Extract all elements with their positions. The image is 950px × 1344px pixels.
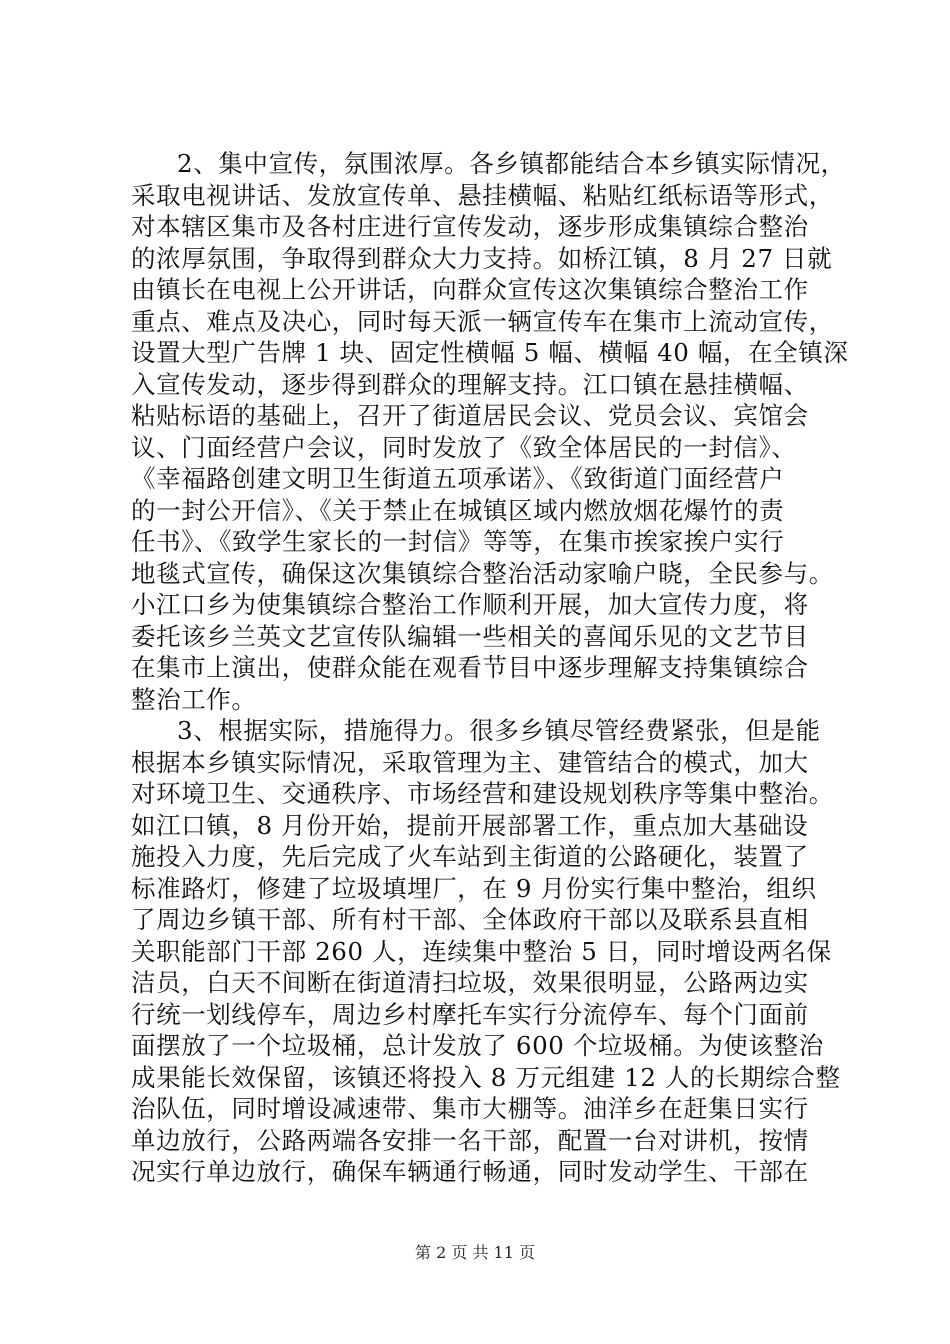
paragraph-3-line: 对环境卫生、交通秩序、市场经营和建设规划秩序等集中整治。: [131, 779, 834, 808]
paragraph-2-line: 任书》、《致学生家长的一封信》等等，在集市挨家挨户实行: [131, 527, 785, 556]
paragraph-2-line: 粘贴标语的基础上，召开了街道居民会议、党员会议、宾馆会: [131, 401, 809, 430]
paragraph-3-line: 施投入力度，先后完成了火车站到主街道的公路硬化，装置了: [131, 842, 809, 871]
body-text: [131, 148, 849, 1188]
paragraph-2-line: 议、门面经营户会议，同时发放了《致全体居民的一封信》、: [131, 432, 797, 462]
paragraph-3-line: 如江口镇，8 月份开始，提前开展部署工作，重点加大基础设: [131, 810, 809, 840]
paragraph-3-line: 根据本乡镇实际情况，采取管理为主、建管结合的模式，加大: [131, 747, 809, 777]
paragraph-2-line: 设置大型广告牌 1 块、固定性横幅 5 幅、横幅 40 幅，在全镇深: [131, 338, 849, 367]
paragraph-2-line: 采取电视讲话、发放宣传单、悬挂横幅、粘贴红纸标语等形式，: [131, 180, 834, 210]
paragraph-3-line: 行统一划线停车，周边乡村摩托车实行分流停车、每个门面前: [131, 999, 809, 1029]
paragraph-2-line: 在集市上演出，使群众能在观看节目中逐步理解支持集镇综合: [131, 653, 809, 682]
paragraph-2-line: 委托该乡兰英文艺宣传队编辑一些相关的喜闻乐见的文艺节目: [131, 621, 809, 651]
page-footer: [0, 1243, 950, 1263]
paragraph-3-line: 成果能长效保留，该镇还将投入 8 万元组建 12 人的长期综合整: [131, 1062, 841, 1092]
paragraph-3-line: 治队伍，同时增设减速带、集市大棚等。油洋乡在赶集日实行: [131, 1094, 809, 1123]
paragraph-2-line: 入宣传发动，逐步得到群众的理解支持。江口镇在悬挂横幅、: [131, 369, 809, 399]
paragraph-2-line: 2、集中宣传，氛围浓厚。各乡镇都能结合本乡镇实际情况，: [177, 149, 846, 178]
paragraph-2-line: 地毯式宣传，确保这次集镇综合整治活动家喻户晓，全民参与。: [131, 558, 834, 588]
paragraph-3-line: 3、根据实际，措施得力。很多乡镇尽管经费紧张，但是能: [177, 716, 821, 745]
paragraph-2-line: 由镇长在电视上公开讲话，向群众宣传这次集镇综合整治工作: [131, 275, 809, 304]
paragraph-2-line: 《幸福路创建文明卫生街道五项承诺》、《致街道门面经营户: [131, 464, 785, 493]
paragraph-2-line: 小江口乡为使集镇综合整治工作顺利开展，加大宣传力度，将: [131, 590, 809, 619]
paragraph-2-line: 对本辖区集市及各村庄进行宣传发动，逐步形成集镇综合整治: [131, 212, 809, 241]
paragraph-3-line: 面摆放了一个垃圾桶，总计发放了 600 个垃圾桶。为使该整治: [131, 1031, 824, 1060]
paragraph-2-line: 的浓厚氛围，争取得到群众大力支持。如桥江镇，8 月 27 日就: [131, 243, 833, 273]
paragraph-3-line: 关职能部门干部 260 人，连续集中整治 5 日，同时增设两名保: [131, 936, 832, 966]
paragraph-3-line: 单边放行，公路两端各安排一名干部，配置一台对讲机，按情: [131, 1125, 809, 1155]
paragraph-3-line: 了周边乡镇干部、所有村干部、全体政府干部以及联系县直相: [131, 905, 809, 934]
paragraph-2-line: 整治工作。: [131, 684, 257, 714]
paragraph-3-line: 洁员，白天不间断在街道清扫垃圾，效果很明显，公路两边实: [131, 968, 809, 997]
page-number: 第 2 页 共 11 页: [415, 1243, 535, 1262]
paragraph-3-line: 标准路灯，修建了垃圾填埋厂，在 9 月份实行集中整治，组织: [131, 873, 817, 903]
paragraph-2-line: 重点、难点及决心，同时每天派一辆宣传车在集市上流动宣传，: [131, 306, 834, 336]
paragraph-2-line: 的一封公开信》、《关于禁止在城镇区域内燃放烟花爆竹的责: [131, 495, 785, 525]
paragraph-3-line: 况实行单边放行，确保车辆通行畅通，同时发动学生、干部在: [131, 1157, 809, 1186]
